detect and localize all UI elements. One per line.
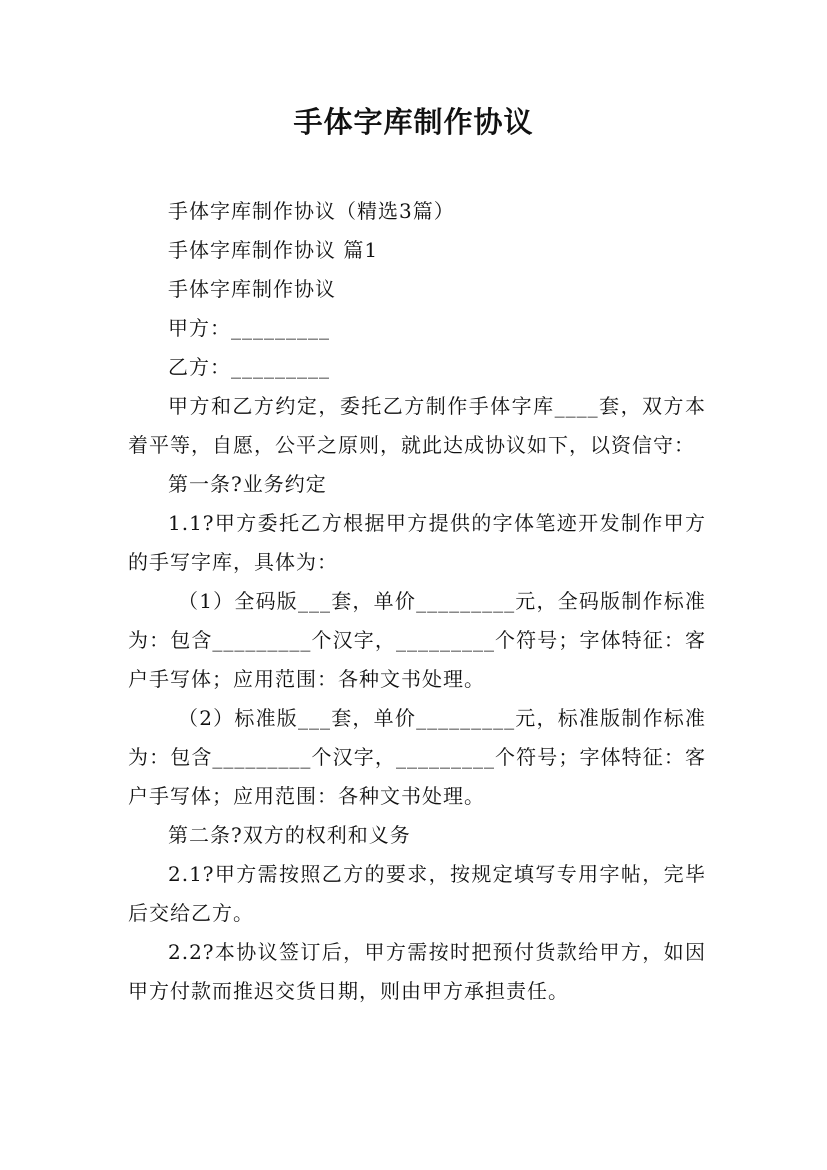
- document-title: 手体字库制作协议: [293, 105, 534, 139]
- paragraph-section-heading: 手体字库制作协议 篇1: [168, 238, 379, 262]
- paragraph-agreement-name: 手体字库制作协议: [168, 277, 336, 301]
- paragraph-clause-2-2: 2.2?本协议签订后，甲方需按时把预付货款给甲方，如因甲方付款而推迟交货日期，则由甲方承担责任。: [128, 940, 706, 1003]
- paragraph-item-full-version: （1）全码版___套，单价_________元，全码版制作标准为：包含_________个汉字，_________个符号；字体特征：客户手写体；应用范围：各种文书处理。: [128, 589, 706, 691]
- paragraph-party-b: 乙方：_________: [168, 355, 330, 379]
- paragraph-party-a: 甲方：_________: [168, 316, 330, 340]
- paragraph-subtitle: 手体字库制作协议（精选3篇）: [168, 199, 455, 223]
- paragraph-article-1-heading: 第一条?业务约定: [168, 472, 327, 496]
- paragraph-preamble: 甲方和乙方约定，委托乙方制作手体字库____套，双方本着平等，自愿，公平之原则，就此达成协议如下，以资信守：: [128, 394, 706, 457]
- paragraph-article-2-heading: 第二条?双方的权利和义务: [168, 823, 411, 847]
- paragraph-item-standard-version: （2）标准版___套，单价_________元，标准版制作标准为：包含_________个汉字，_________个符号；字体特征：客户手写体；应用范围：各种文书处理。: [128, 706, 706, 808]
- paragraph-clause-1-1: 1.1?甲方委托乙方根据甲方提供的字体笔迹开发制作甲方的手写字库，具体为：: [128, 511, 706, 574]
- document-body: [128, 192, 706, 1011]
- paragraph-clause-2-1: 2.1?甲方需按照乙方的要求，按规定填写专用字帖，完毕后交给乙方。: [128, 862, 706, 925]
